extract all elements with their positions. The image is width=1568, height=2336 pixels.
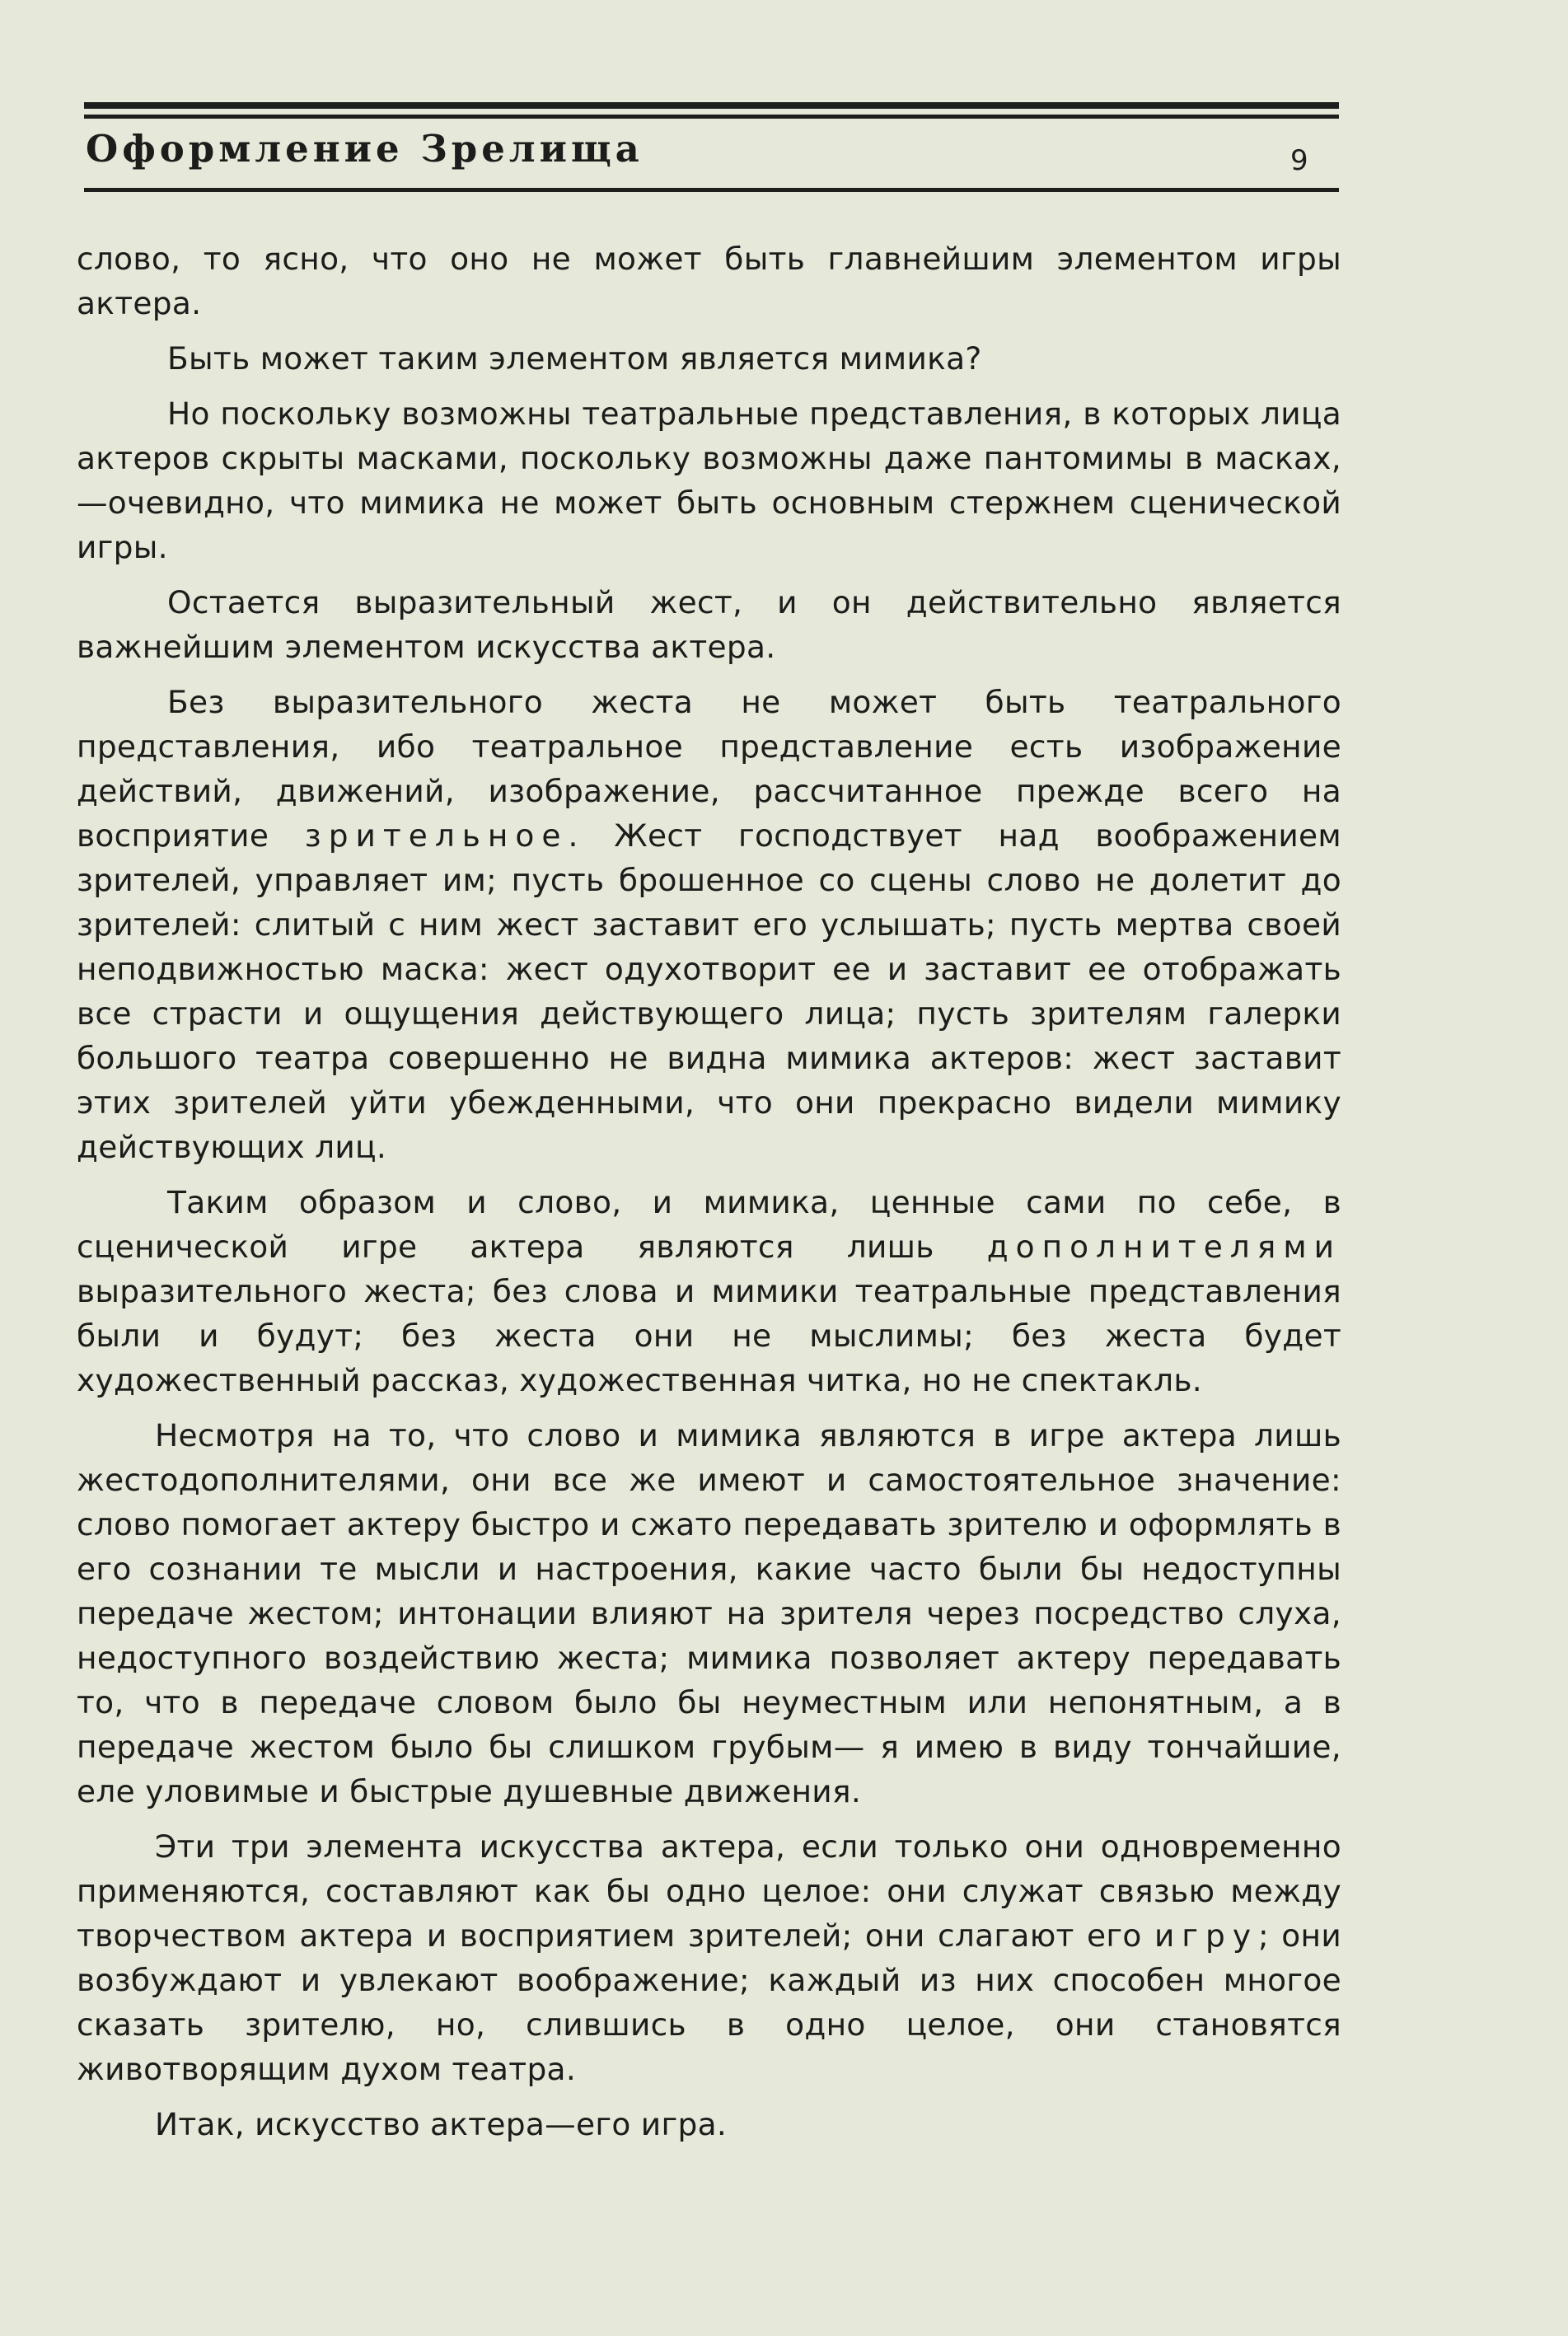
body-text xyxy=(77,236,1341,2146)
page-number: 9 xyxy=(1290,144,1308,177)
spaced-emphasis: игру xyxy=(1154,1917,1259,1954)
header-rule-top-thin xyxy=(84,115,1339,119)
header-rule-top xyxy=(84,102,1339,109)
text-run: . Жест господствует над воображением зрителей, управляет им; пусть брошенное со сцены слово не долетит до зрителей: слитый с ним жест заставит его услышать; пусть мертва своей неподвижностью маска: жест одухотворит ее и заставит ее отображать все страсти и ощущения действующего лица; пусть зрителям галерки большого театра совершенно не видна мимика актеров: жест заставит этих зрителей уйти убежденными, что они прекрасно видели мимику действующих лиц. xyxy=(77,817,1342,1165)
paragraph-independent-meaning: Несмотря на то, что слово и мимика являются в игре актера лишь жестодополнителями, они все же имеют и самостоятельное значение: слово помогает актеру быстро и сжато передавать зрителю и оформлять в его сознании те мысли и настроения, какие часто были бы недоступны передаче жестом; интонации влияют на зрителя через посредство слуха, недоступного воздействию жеста; мимика позволяет актеру передавать то, что в передаче словом было бы неуместным или непонятным, а в передаче жестом было бы слишком грубым— я имею в виду тончайшие, еле уловимые и быстрые душевные движения. xyxy=(77,1417,1341,1809)
spaced-emphasis: зрительное xyxy=(304,817,569,854)
text-run: Эти три элемента искусства актера, если только они одновременно применяются, составляют как бы одно целое: они служат связью между творчеством актера и восприятием зрителей; они слагают его xyxy=(77,1828,1341,1954)
paragraph-word-and-mimicry xyxy=(77,1180,1341,1402)
header-rule-bottom xyxy=(84,188,1339,192)
text-run: выразительного жеста; без слова и мимики театральные представления были и будут; без жеста они не мыслимы; без жеста будет художественный рассказ, художественная читка, но не спектакль. xyxy=(77,1273,1341,1398)
paragraph-mimicry-question: Быть может таким элементом является мимика? xyxy=(167,340,982,377)
running-title: Оформление Зрелища xyxy=(86,127,644,171)
text-run: ; они возбуждают и увлекают воображение; каждый из них способен многое сказать зрителю, но, слившись в одно целое, они становятся животворящим духом театра. xyxy=(77,1917,1341,2087)
text-run: Таким образом и слово, и мимика, ценные сами по себе, в сценической игре актера являются лишь xyxy=(77,1184,1341,1265)
text-run: Без выразительного жеста не может быть театрального представления, ибо театральное представление есть изображение действий, движений, изображение, рассчитанное прежде всего на восприятие xyxy=(77,684,1341,854)
paragraph-three-elements xyxy=(77,1824,1341,2091)
spaced-emphasis: дополнителями xyxy=(986,1229,1341,1265)
paragraph-masks: Но поскольку возможны театральные представления, в которых лица актеров скрыты масками, поскольку возможны даже пантомимы в масках,—очевидно, что мимика не может быть основным стержнем сценической игры. xyxy=(77,396,1341,565)
paragraph-continuation: слово, то ясно, что оно не может быть главнейшим элементом игры актера. xyxy=(77,241,1341,321)
paragraph-gesture: Остается выразительный жест, и он действительно является важнейшим элементом искусства актера. xyxy=(77,584,1341,665)
paragraph-expressive-gesture xyxy=(77,680,1341,1169)
paragraph-conclusion: Итак, искусство актера—его игра. xyxy=(155,2106,728,2142)
